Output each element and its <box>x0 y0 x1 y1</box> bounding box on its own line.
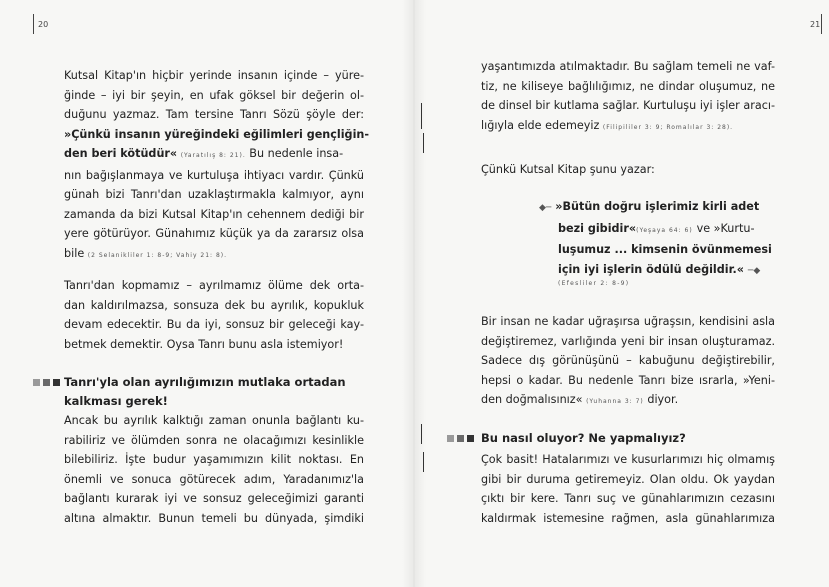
quote-text: için iyi işlerin ödülü değildir.« <box>558 262 745 276</box>
heading-line: Tanrı'yla olan ayrılığımızın mutlaka ortadan <box>64 375 346 389</box>
section-marker <box>447 435 474 442</box>
text-line: Çünkü Kutsal Kitap şunu yazar: <box>481 163 655 176</box>
quote-line <box>558 260 768 282</box>
text-line: yere götürüyor. Günahımız küçük ya da zararsız olsa <box>64 227 364 240</box>
marker-bar <box>467 435 474 442</box>
quote-text: bezi gibidir« <box>558 221 637 235</box>
marker-bar <box>33 379 40 386</box>
page-corner-mark <box>33 14 34 34</box>
text-line: Ancak bu ayrılık kalktığı zaman onunla bağlantı ku- <box>64 414 364 427</box>
text-line: hepsi o kadar. Bu nedenle Tanrı bize ısrarla, »Yeni- <box>481 373 775 387</box>
text-fragment: Bu nedenle insa- <box>249 147 344 160</box>
text-line: zamanda da bizi Kutsal Kitap'ın cehennem dediği bir <box>64 207 364 221</box>
text-line: Bir insan ne kadar uğraşırsa uğraşsın, kendisini asla <box>481 315 775 328</box>
text-line: nın bağışlanmaya ve kurtuluşa ihtiyacı vardır. Çünkü <box>64 168 364 182</box>
quote-text: »Bütün doğru işlerimiz kirli adet <box>555 200 760 213</box>
left-page <box>0 0 414 587</box>
text-line: de dinsel bir kutlama sağlar. Kurtuluşu iyi işler aracı- <box>481 99 775 112</box>
text-fragment: den doğmalısınız« <box>481 393 583 406</box>
left-paragraph-3 <box>64 411 364 528</box>
emphasis-quote: den beri kötüdür« <box>64 147 178 160</box>
ornament-icon: ─◆ <box>747 265 761 276</box>
text-line: rabiliriz ve ölümden sonra ne olacağımızı kesinlikle <box>64 433 364 447</box>
text-line: bilebiliriz. İşte budur yaşamımızın kilit noktası. En <box>64 453 364 466</box>
text-fragment: bile <box>64 246 85 260</box>
left-paragraph-2 <box>64 276 364 354</box>
right-intro <box>481 160 775 180</box>
scripture-reference: (Yaratılış 8: 21). <box>180 152 246 159</box>
left-paragraph-1 <box>64 66 370 265</box>
right-paragraph-3 <box>481 450 775 528</box>
text-line <box>481 390 775 412</box>
text-fragment: lığıyla elde edemeyiz <box>481 118 600 132</box>
text-line <box>64 144 364 166</box>
section-heading-right <box>481 429 775 448</box>
text-line: devam edecektir. Bu da iyi, sonsuz bir geleceği kay- <box>64 318 364 331</box>
text-line: yaşantımızda atılmaktadır. Bu sağlam temeli ne vaf- <box>481 60 775 73</box>
scripture-reference: (Efesliler 2: 8-9) <box>558 280 630 287</box>
text-fragment: diyor. <box>647 393 679 406</box>
page-number-left: 20 <box>38 20 49 29</box>
text-line: ğinde – iyi bir şeyin, en ufak göksel bir değerin ol- <box>64 88 364 102</box>
emphasis-quote: »Çünkü insanın yüreğindeki eğilimleri gençliğin- <box>64 127 370 141</box>
heading-line: kalkması gerek! <box>64 394 168 408</box>
text-line: önemli ve sonuca götürecek adım, Yaradanımız'la <box>64 472 364 486</box>
scripture-reference: (2 Selanikliler 1: 8-9; Vahiy 21: 8). <box>87 251 228 259</box>
right-paragraph-2 <box>481 312 775 412</box>
text-line <box>481 116 775 138</box>
text-line: değiştiremez, varlığında yeni bir insan oluşturamaz. <box>481 334 775 348</box>
text-line: günah bizi Tanrı'dan uzaklaştırmakla kalmıyor, aynı <box>64 188 364 201</box>
text-line: bağlantı kurarak iyi ve sonsuz geleceğimizi garanti <box>64 492 364 505</box>
quote-line: luşumuz ... kimsenin övünmemesi <box>558 243 772 256</box>
scripture-reference: (Filipililer 3: 9; Romalılar 3: 28). <box>602 123 734 131</box>
marker-bar <box>447 435 454 442</box>
section-marker <box>33 379 60 386</box>
marker-bar <box>43 379 50 386</box>
text-line: Kutsal Kitap'ın hiçbir yerinde insanın içinde – yüre- <box>64 69 364 82</box>
text-line: dan kaldırılmazsa, sonsuza dek bu ayrılık, kopukluk <box>64 298 364 312</box>
scripture-reference: (Yeşaya 64: 6) <box>636 226 693 234</box>
text-line: altına almaktır. Bunun temeli bu dünyada, şimdiki <box>64 511 364 525</box>
text-line: duğunu yazmaz. Tam tersine Tanrı Sözü şöyle der: <box>64 108 364 121</box>
text-line: Sadece dış görünüşünü – kabuğunu değiştirebilir, <box>481 354 775 367</box>
section-heading-left <box>64 373 364 411</box>
text-line: tiz, ne kiliseye bağlılığımız, ne dindar oluşumuz, ne <box>481 79 775 93</box>
marker-bar <box>53 379 60 386</box>
page-number-right: 21 <box>810 20 821 29</box>
text-line <box>64 244 364 266</box>
heading-line: Bu nasıl oluyor? Ne yapmalıyız? <box>481 431 686 445</box>
text-line: betmek demektir. Oysa Tanrı bunu asla istemiyor! <box>64 337 344 351</box>
right-paragraph-1 <box>481 57 775 137</box>
text-line <box>64 125 370 145</box>
text-line: gibi bir duruma getiremeyiz. Olan oldu. Ok yaydan <box>481 472 775 486</box>
page-corner-mark <box>821 14 822 34</box>
block-quote <box>539 197 772 281</box>
ornament-icon: ◆─ <box>539 203 552 213</box>
text-line: Tanrı'dan kopmamız – ayrılmamız ölüme dek orta- <box>64 279 364 292</box>
quote-line <box>539 197 768 219</box>
text-line: Çok basit! Hatalarımızı ve kusurlarımızı hiç olmamış <box>481 453 775 466</box>
marker-bar <box>457 435 464 442</box>
scripture-reference: (Yuhanna 3: 7) <box>586 398 644 405</box>
quote-line <box>558 219 768 241</box>
text-line: kaldırmak istemesine rağmen, asla günahlarımıza <box>481 511 775 525</box>
text-line: çıktı bir kere. Tanrı suç ve günahlarımızın cezasını <box>481 492 775 505</box>
quote-text: ve »Kurtu- <box>696 221 755 235</box>
